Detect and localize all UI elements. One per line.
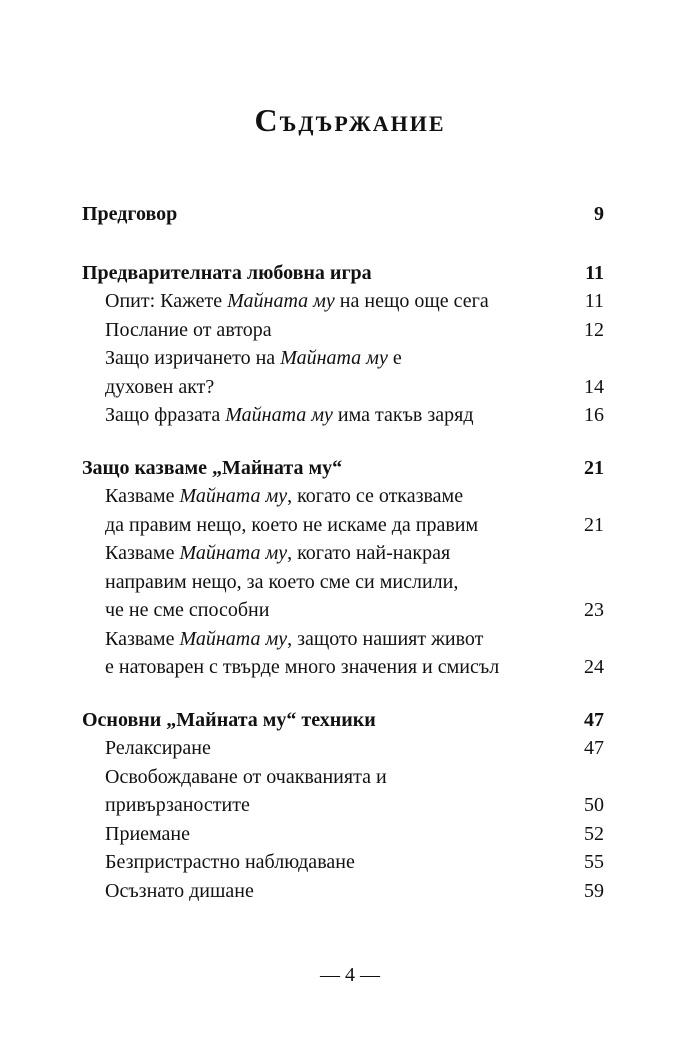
toc-entry-text: има такъв заряд [332,404,474,426]
toc-entry-title: Послание от автора [105,318,272,341]
toc-entry-line[interactable] [82,344,604,373]
toc-entry-text: , когато най-накрая [287,542,451,564]
toc-entry-title: че не сме способни [105,599,270,621]
toc-heading[interactable] [82,259,604,288]
toc-entry[interactable] [82,401,604,430]
toc-page-number: 24 [584,656,604,678]
toc-page-number: 9 [594,203,604,225]
toc-heading-title: Предговор [82,203,178,225]
toc-entry[interactable] [82,820,604,849]
toc-entry-line[interactable] [82,568,604,597]
toc-entry[interactable] [82,877,604,906]
toc-entry-title: Осъзнато дишане [105,879,254,902]
toc-entry-line[interactable] [82,625,604,654]
toc-entry-title: Освобождаване от очакванията и [105,765,387,788]
toc-page-number: 55 [584,851,604,873]
page-number-footer: — 4 — [320,964,380,986]
toc-entry-italic: Майната му [280,347,388,369]
toc-heading-title: Предварителната любовна игра [82,261,372,284]
toc-section-preface [82,200,604,229]
toc-heading[interactable] [82,706,604,735]
page-title: Съдържание [254,102,446,138]
toc-entry-title [105,344,402,373]
toc-entry-text: Казваме [105,627,180,650]
toc-page-number: 23 [584,599,604,621]
toc-entry-text: Защо изричането на [105,347,281,369]
toc-entry-title [105,482,463,511]
toc-entry-text: , защото нашият живот [287,627,484,650]
toc-heading[interactable] [82,200,604,229]
toc-entry-line[interactable] [82,482,604,511]
toc-page-number: 11 [584,290,604,312]
toc-entry-text: е [387,347,402,369]
toc-entry-title: Релаксиране [105,737,211,759]
toc-entry-title: привързаностите [105,794,250,816]
toc-page-number: 14 [584,375,604,398]
toc-entry[interactable] [82,791,604,820]
toc-entry-text: Защо фразата [105,404,226,426]
toc-section-foreplay [82,259,604,430]
toc-entry[interactable] [82,287,604,316]
toc-page-number: 47 [584,737,604,759]
toc-entry-title: да правим нещо, което не искаме да правим [105,513,479,536]
toc-entry-title: Приемане [105,822,190,845]
toc-section-techniques [82,706,604,906]
toc-entry-line[interactable] [82,539,604,568]
toc-entry-title: е натоварен с твърде много значения и смисъл [105,656,500,678]
toc-entry[interactable] [82,316,604,345]
toc-section-why [82,454,604,682]
toc-heading-title: Защо казваме „Майната му“ [82,456,343,479]
toc-page-number: 12 [584,318,604,341]
toc-entry[interactable] [82,511,604,540]
toc-heading[interactable] [82,454,604,483]
toc-page-number: 47 [584,708,604,731]
toc-page-number: 21 [584,513,604,536]
toc-entry-italic: Майната му [225,404,333,426]
toc-page-number: 52 [584,822,604,845]
toc-entry[interactable] [82,848,604,877]
toc-entry-italic: Майната му [179,542,288,564]
toc-entry[interactable] [82,734,604,763]
toc-entry-title: Безпристрастно наблюдаване [105,851,355,873]
toc-entry-title [105,625,483,654]
toc-page-number: 50 [584,794,604,816]
toc-entry[interactable] [82,596,604,625]
toc-entry-text: , когато се отказваме [287,485,464,507]
toc-entry-italic: Майната му [227,290,335,312]
toc-entry-title: духовен акт? [105,375,215,398]
toc-entry-text: на нещо още сега [334,290,489,312]
toc-entry-title [105,539,450,568]
toc-entry[interactable] [82,653,604,682]
toc-page-number: 11 [585,261,604,284]
toc-page-number: 16 [584,404,604,426]
toc-page-number: 21 [584,456,604,479]
toc-entry-italic: Майната му [179,485,288,507]
toc-entry-title [105,401,474,430]
toc-entry[interactable] [82,373,604,402]
toc-page-number: 59 [584,879,604,902]
toc-entry-text: Казваме [105,542,180,564]
toc-entry-line[interactable] [82,763,604,792]
toc-entry-italic: Майната му [179,627,288,650]
toc-entry-title [105,287,489,316]
toc-entry-text: Опит: Кажете [105,290,228,312]
toc-entry-title: направим нещо, за което сме си мислили, [105,570,459,593]
table-of-contents [82,200,604,929]
toc-heading-title: Основни „Майната му“ техники [82,708,376,731]
toc-entry-text: Казваме [105,485,180,507]
